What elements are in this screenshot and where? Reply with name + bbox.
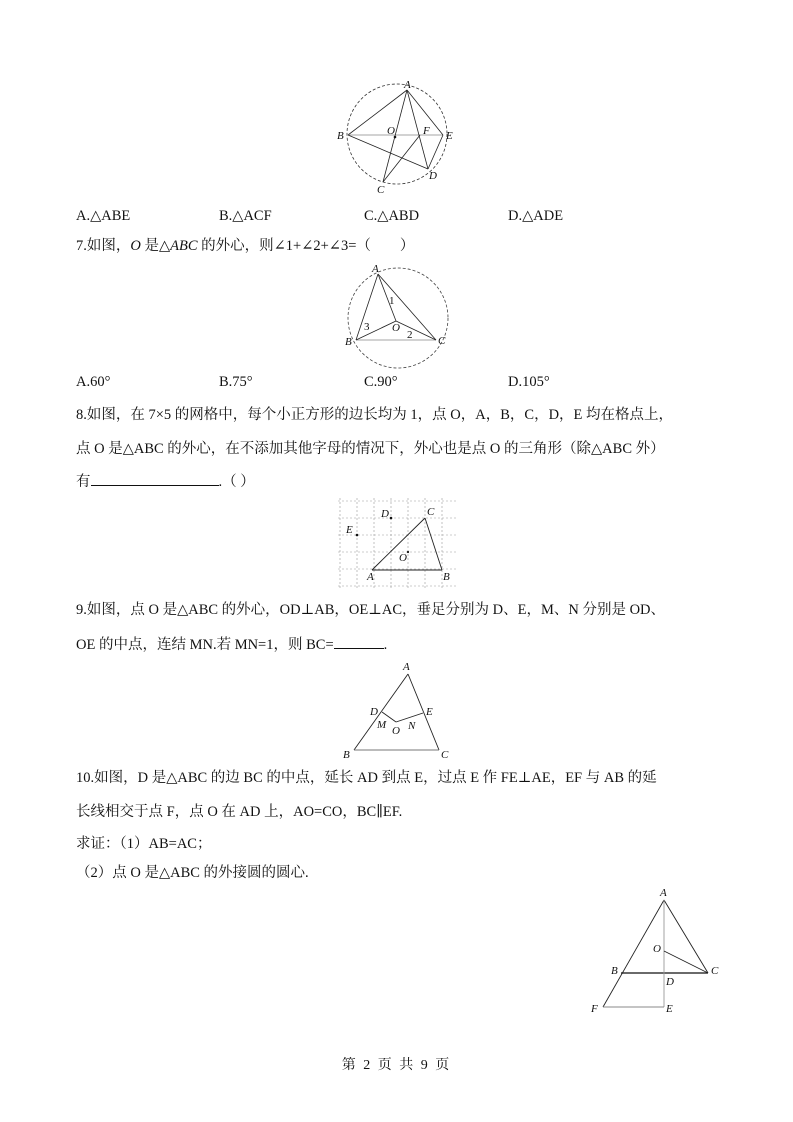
label-B: B — [443, 571, 450, 583]
label-B: B — [611, 965, 618, 977]
label-A: A — [403, 661, 410, 673]
segment-ED — [428, 135, 443, 169]
label-A: A — [660, 887, 667, 899]
q8-line-1: 8.如图，在 7×5 的网格中，每个小正方形的边长均为 1，点 O，A，B，C，D，E 均在格点上， — [76, 407, 674, 423]
q10-line-1: 10.如图，D 是△ABC 的边 BC 的中点，延长 AD 到点 E，过点 E 作 FE⊥AE，EF 与 AB 的延 — [76, 770, 657, 786]
point-E — [356, 534, 359, 537]
q7-stem-mid: 是△ — [140, 238, 171, 254]
q7-stem-suffix: 的外心，则∠1+∠2+∠3=（ ） — [197, 238, 415, 254]
label-A: A — [404, 79, 411, 91]
q7-stem-prefix: 7.如图， — [76, 238, 131, 254]
label-E: E — [446, 130, 453, 142]
label-C: C — [377, 184, 385, 196]
label-A: A — [367, 571, 374, 583]
label-F: F — [423, 125, 430, 137]
label-D: D — [370, 706, 378, 718]
segment-AB — [348, 90, 407, 135]
q10-line-4: （2）点 O 是△ABC 的外接圆的圆心. — [76, 865, 309, 881]
label-B: B — [337, 130, 344, 142]
point-O — [407, 551, 409, 553]
label-C: C — [711, 965, 719, 977]
label-A: A — [372, 263, 379, 275]
q9-line-2 — [76, 634, 387, 655]
label-O: O — [399, 552, 407, 564]
q7-option-a: A.60° — [76, 374, 111, 390]
label-O: O — [392, 725, 400, 737]
q9-line-2-suffix: . — [383, 637, 388, 653]
q7-option-c: C.90° — [364, 374, 398, 390]
segment-CF — [383, 135, 420, 182]
label-E: E — [346, 524, 353, 536]
label-D: D — [666, 976, 674, 988]
q6-option-a: A.△ABE — [76, 208, 131, 224]
label-E: E — [426, 706, 433, 718]
label-F: F — [591, 1003, 598, 1015]
point-D — [390, 517, 393, 520]
label-angle-3: 3 — [364, 321, 370, 333]
q9-line-2-prefix: OE 的中点，连结 MN.若 MN=1，则 BC= — [76, 637, 334, 653]
label-B: B — [343, 749, 350, 761]
q8-line-3-prefix: 有 — [76, 474, 91, 490]
circumcircle — [347, 84, 447, 184]
label-B: B — [345, 336, 352, 348]
q7-option-d: D.105° — [508, 374, 550, 390]
label-angle-1: 1 — [389, 295, 395, 307]
q6-option-c: C.△ABD — [364, 208, 420, 224]
q8-line-2: 点 O 是△ABC 的外心，在不添加其他字母的情况下，外心也是点 O 的三角形（除△ABC 外） — [76, 441, 665, 457]
q8-figure — [335, 498, 460, 588]
q9-answer-blank[interactable] — [334, 634, 384, 649]
segment-AC — [408, 674, 439, 750]
q8-line-3-suffix: .（ ） — [218, 474, 255, 490]
q9-figure — [340, 658, 460, 760]
q8-answer-blank[interactable] — [91, 471, 219, 486]
q8-line-3 — [76, 471, 255, 492]
label-O: O — [653, 943, 661, 955]
segment-AB — [354, 674, 408, 750]
label-E: E — [666, 1003, 673, 1015]
q7-stem — [76, 236, 414, 256]
label-O: O — [387, 125, 395, 137]
q6-option-b: B.△ACF — [219, 208, 272, 224]
q10-figure — [585, 885, 725, 1017]
label-O: O — [392, 322, 400, 334]
q7-stem-ABC: ABC — [170, 238, 198, 254]
label-C: C — [438, 335, 446, 347]
q6-option-d: D.△ADE — [508, 208, 564, 224]
label-C: C — [427, 506, 435, 518]
segment-BO — [356, 321, 396, 340]
q9-line-1: 9.如图，点 O 是△ABC 的外心，OD⊥AB，OE⊥AC，垂足分别为 D、E，M、N 分别是 OD、 — [76, 602, 666, 618]
label-angle-2: 2 — [407, 329, 413, 341]
q10-line-2: 长线相交于点 F，点 O 在 AD 上，AO=CO，BC∥EF. — [76, 804, 403, 820]
label-N: N — [408, 720, 416, 732]
label-C: C — [441, 749, 449, 761]
q7-figure — [340, 262, 455, 354]
page-footer: 第 2 页 共 9 页 — [341, 1058, 452, 1073]
grid — [338, 498, 457, 588]
q7-option-b: B.75° — [219, 374, 253, 390]
q10-line-3: 求证：（1）AB=AC； — [76, 836, 212, 852]
segment-CB — [425, 518, 442, 570]
q6-figure — [335, 78, 465, 198]
q7-stem-O: O — [130, 238, 141, 254]
label-M: M — [377, 719, 387, 731]
label-D: D — [429, 170, 437, 182]
label-D: D — [381, 508, 389, 520]
segment-CO — [396, 321, 436, 340]
